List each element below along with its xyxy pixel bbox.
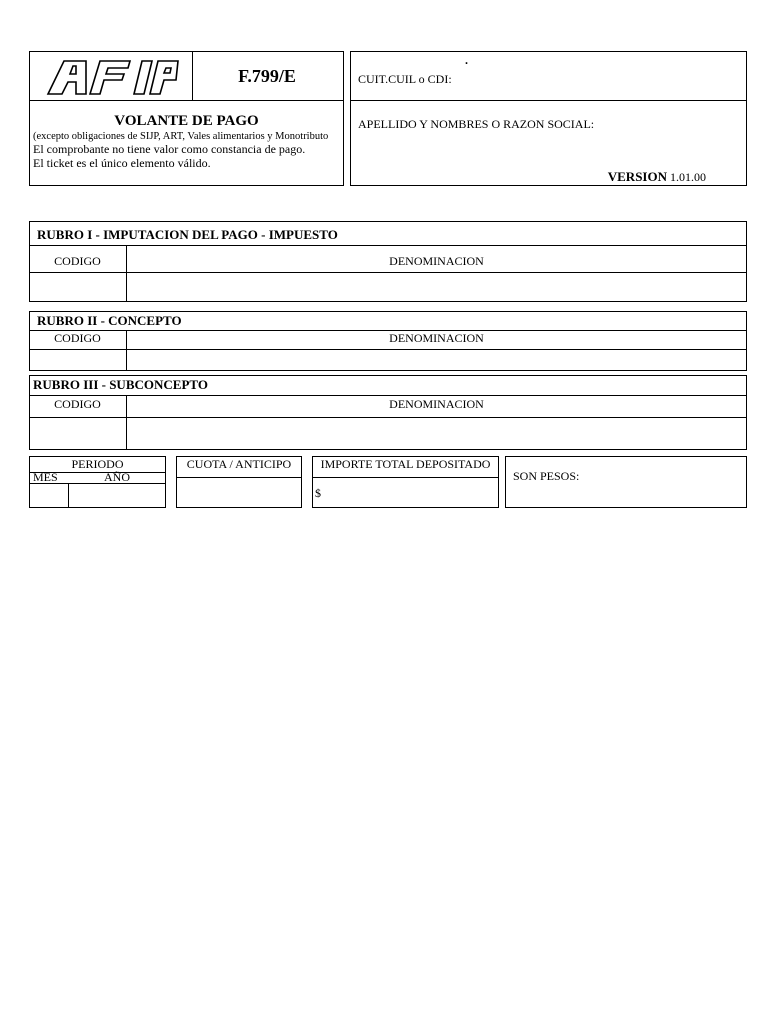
rubro3-code-field[interactable] <box>31 420 124 448</box>
rubro3-row-line <box>29 417 747 418</box>
cuit-dot: . <box>465 53 468 67</box>
rubro1-code-field[interactable] <box>31 275 124 300</box>
cuota-label: CUOTA / ANTICIPO <box>186 457 292 471</box>
anio-label: AÑO <box>104 470 130 484</box>
importe-field[interactable] <box>326 479 496 506</box>
importe-line <box>312 477 499 478</box>
header-right-divider <box>350 100 747 101</box>
rubro1-col-code: CODIGO <box>54 254 101 268</box>
note-ticket: El ticket es el único elemento válido. <box>33 156 211 170</box>
version <box>608 169 706 185</box>
afip-logo-graphic <box>46 58 180 96</box>
note-receipt: El comprobante no tiene valor como constancia de pago. <box>33 142 306 156</box>
rubro1-title: RUBRO I - IMPUTACION DEL PAGO - IMPUESTO <box>37 227 338 242</box>
cuota-line <box>176 477 302 478</box>
rubro3-header-line <box>29 395 747 396</box>
currency-symbol: $ <box>315 486 321 500</box>
page-title: VOLANTE DE PAGO <box>114 113 259 129</box>
rubro1-col-denomination: DENOMINACION <box>389 254 484 268</box>
son-pesos-label: SON PESOS: <box>513 469 580 483</box>
rubro2-col-code: CODIGO <box>54 331 101 345</box>
name-label: APELLIDO Y NOMBRES O RAZON SOCIAL: <box>358 117 595 131</box>
rubro3-denomination-field[interactable] <box>129 420 744 448</box>
header-left-divider <box>29 100 344 101</box>
rubro2-denomination-field[interactable] <box>129 352 744 369</box>
rubro3-title: RUBRO III - SUBCONCEPTO <box>33 377 208 392</box>
importe-label: IMPORTE TOTAL DEPOSITADO <box>320 457 491 471</box>
mes-field[interactable] <box>31 485 66 506</box>
rubro2-title: RUBRO II - CONCEPTO <box>37 313 182 328</box>
periodo-label: PERIODO <box>71 457 124 471</box>
rubro3-col-denomination: DENOMINACION <box>389 397 484 411</box>
rubro3-col-code: CODIGO <box>54 397 101 411</box>
mes-label: MES <box>33 470 58 484</box>
form-code: F.799/E <box>238 66 296 86</box>
rubro2-code-field[interactable] <box>31 352 124 369</box>
cuota-field[interactable] <box>178 479 300 506</box>
periodo-divider <box>68 483 69 508</box>
rubro1-row-line <box>29 272 747 273</box>
cuit-label: CUIT.CUIL o CDI: <box>358 72 452 86</box>
anio-field[interactable] <box>70 485 164 506</box>
note-exceptions: (excepto obligaciones de SIJP, ART, Vales alimentarios y Monotributo <box>33 131 329 142</box>
periodo-line-2 <box>29 483 166 484</box>
header-logo-divider <box>192 51 193 101</box>
afip-logo <box>46 58 180 96</box>
rubro1-denomination-field[interactable] <box>129 275 744 300</box>
version-label: VERSION <box>607 169 667 184</box>
rubro2-col-denomination: DENOMINACION <box>389 331 484 345</box>
son-pesos-field[interactable] <box>585 460 743 504</box>
rubro1-header-line <box>29 245 747 246</box>
rubro2-row-line <box>29 349 747 350</box>
version-value: 1.01.00 <box>670 170 706 184</box>
